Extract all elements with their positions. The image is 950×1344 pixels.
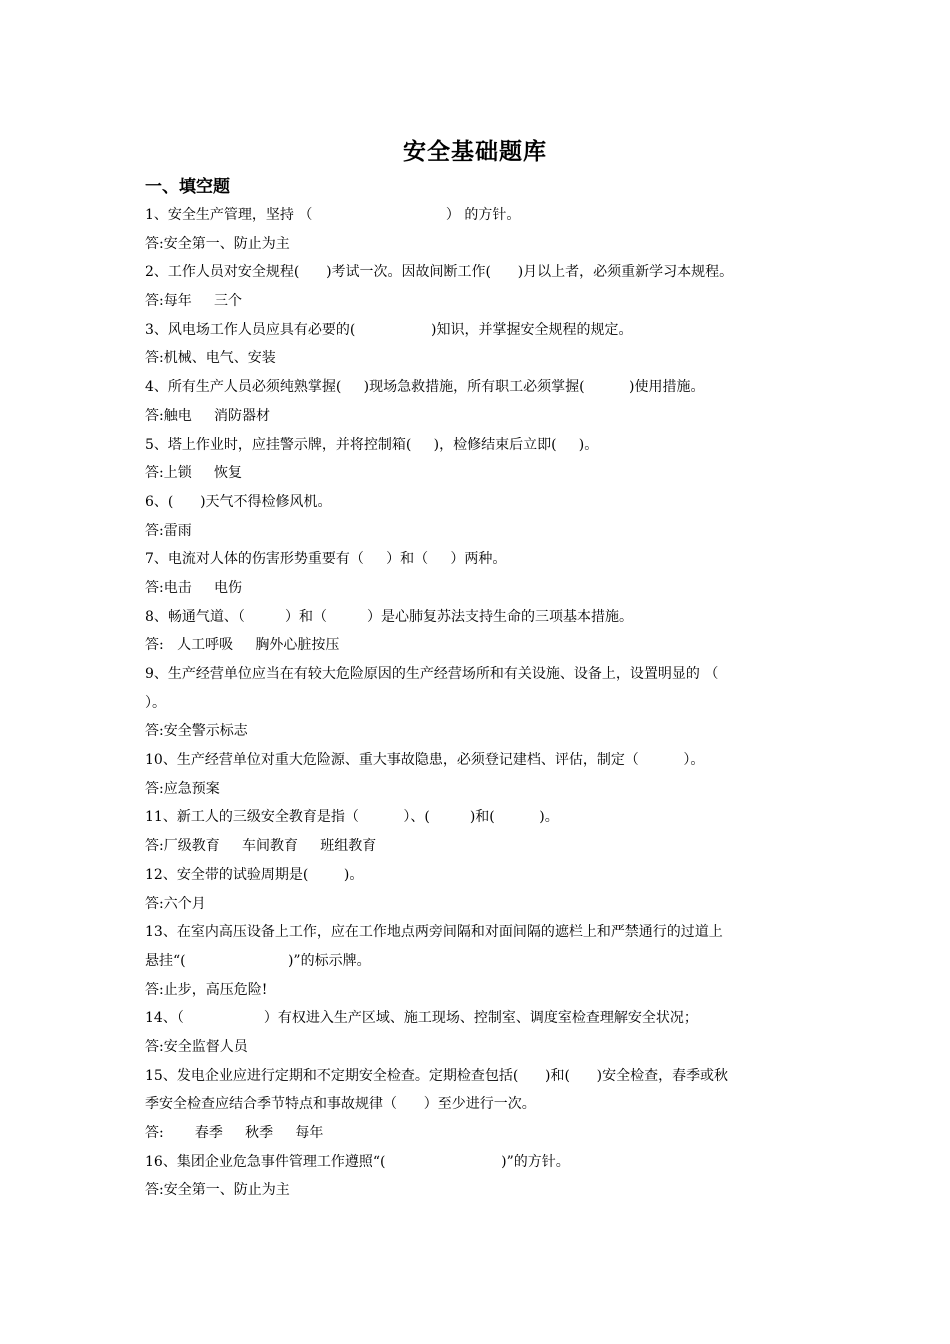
answer-10: 答:应急预案 [145, 780, 220, 797]
question-4: 4、所有生产人员必须纯熟掌握( )现场急救措施，所有职工必须掌握( )使用措施。 [145, 379, 705, 396]
answer-6: 答:雷雨 [145, 522, 192, 539]
answer-8: 答: 人工呼吸 胸外心脏按压 [145, 637, 340, 654]
question-9-cont: ）。 [145, 694, 166, 711]
answer-4: 答:触电 消防器材 [145, 407, 270, 424]
question-16: 16、集团企业危急事件管理工作遵照“( )”的方针。 [145, 1153, 570, 1170]
question-15-cont: 季安全检查应结合季节特点和事故规律（ ）至少进行一次。 [145, 1096, 536, 1113]
answer-15: 答: 春季 秋季 每年 [145, 1125, 324, 1141]
question-5: 5、塔上作业时，应挂警示牌，并将控制箱( )，检修结束后立即( )。 [145, 436, 599, 453]
answer-7: 答:电击 电伤 [145, 579, 242, 596]
answer-9: 答:安全警示标志 [145, 723, 248, 740]
question-15: 15、发电企业应进行定期和不定期安全检查。定期检查包括( )和( )安全检查，春季或秋 [145, 1067, 729, 1084]
question-list [145, 201, 825, 1205]
question-2: 2、工作人员对安全规程( )考试一次。因故间断工作( )月以上者，必须重新学习本规程。 [145, 264, 734, 281]
question-6: 6、( )天气不得检修风机。 [145, 493, 332, 510]
answer-13: 答:止步，高压危险! [145, 981, 268, 998]
section-heading: 一、填空题 [145, 177, 230, 197]
question-7: 7、电流对人体的伤害形势重要有（ ）和（ ）两种。 [145, 551, 507, 568]
question-3: 3、风电场工作人员应具有必要的( )知识，并掌握安全规程的规定。 [145, 321, 633, 338]
answer-2: 答:每年 三个 [145, 293, 242, 310]
document-title: 安全基础题库 [403, 138, 547, 165]
answer-3: 答:机械、电气、安装 [145, 350, 276, 367]
question-10: 10、生产经营单位对重大危险源、重大事故隐患，必须登记建档、评估，制定（ ）。 [145, 752, 705, 769]
answer-16: 答:安全第一、防止为主 [145, 1182, 290, 1199]
answer-14: 答:安全监督人员 [145, 1038, 248, 1055]
question-14: 14、（ ）有权进入生产区域、施工现场、控制室、调度室检查理解安全状况； [145, 1010, 698, 1027]
question-1: 1、安全生产管理，坚持 （ ） 的方针。 [145, 207, 521, 223]
question-13-cont: 悬挂“( )”的标示牌。 [145, 952, 371, 969]
question-12: 12、安全带的试验周期是( )。 [145, 866, 364, 883]
question-8: 8、畅通气道、（ ）和（ ）是心肺复苏法支持生命的三项基本措施。 [145, 608, 634, 625]
question-13: 13、在室内高压设备上工作，应在工作地点两旁间隔和对面间隔的遮栏上和严禁通行的过道上 [145, 924, 723, 941]
answer-11: 答:厂级教育 车间教育 班组教育 [145, 838, 377, 855]
question-9: 9、生产经营单位应当在有较大危险原因的生产经营场所和有关设施、设备上，设置明显的 （ [145, 666, 719, 682]
question-11: 11、新工人的三级安全教育是指（ ）、( )和( )。 [145, 809, 559, 826]
answer-5: 答:上锁 恢复 [145, 465, 242, 482]
answer-12: 答:六个月 [145, 895, 206, 912]
answer-1: 答:安全第一、防止为主 [145, 235, 290, 252]
